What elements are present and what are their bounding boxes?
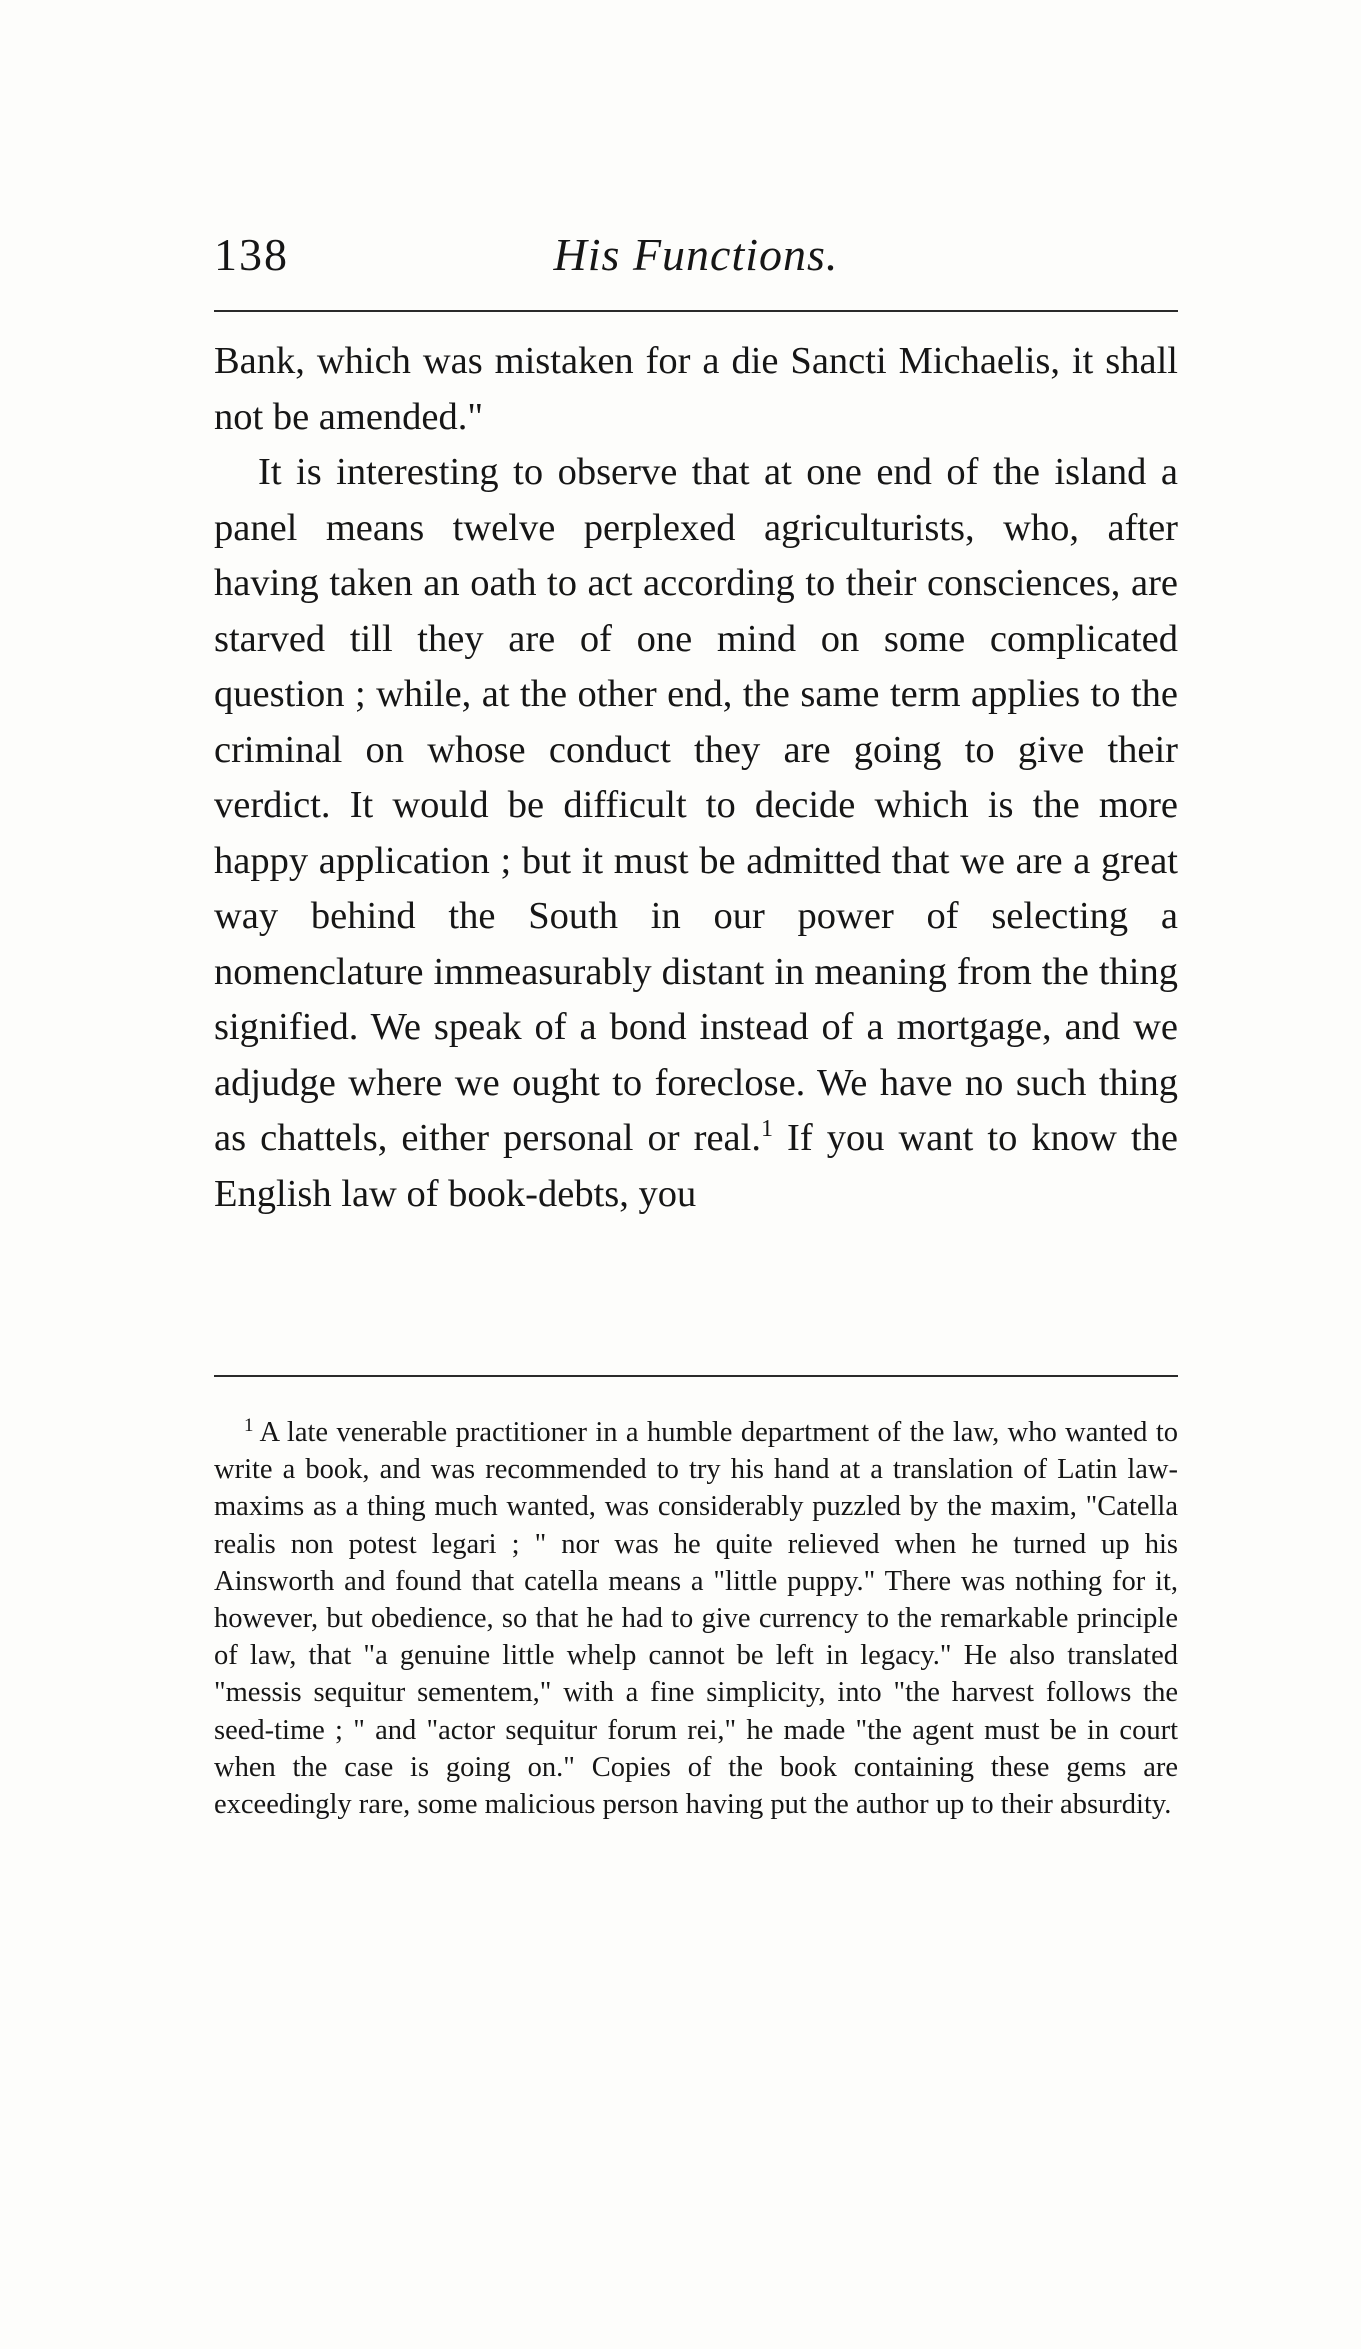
paragraph-text: It is interesting to observe that at one end of the island a panel means twelve perplexed agriculturists, who, after having taken an oath to act according to their consciences, are starved till they are of one mind on some complicated question ; while, at the other end, the same term applies to the criminal on whose conduct they are going to give their verdict. It would be difficult to decide which is the more happy application ; but it must be admitted that we are a great way behind the South in our power of selecting a nomenclature immeasurably distant in meaning from the thing signified. We speak of a bond instead of a mortgage, and we adjudge where we ought to foreclose. We have no such thing as chattels, either personal or real.: [214, 451, 1178, 1159]
footnote-reference: 1: [760, 1116, 773, 1142]
page-number: 138: [214, 229, 289, 280]
header-rule: [214, 310, 1178, 312]
page-header: [214, 228, 1178, 308]
paragraph-continuation: Bank, which was mistaken for a die Sancti Michaelis, it shall not be amended.": [214, 340, 1178, 438]
footnote-text: A late venerable practitioner in a humble department of the law, who wanted to write a book, and was recommended to try his hand at a translation of Latin law-maxims as a thing much wanted, was considerably puzzled by the maxim, "Catella realis non potest legari ; " nor was he quite relieved when he turned up his Ainsworth and found that catella means a "little puppy." There was nothing for it, however, but obedience, so that he had to give currency to the remarkable principle of law, that "a genuine little whelp cannot be left in legacy." He also translated "messis sequitur sementem," with a fine simplicity, into "the harvest follows the seed-time ; " and "actor sequitur forum rei," he made "the agent must be in court when the case is going on." Copies of the book containing these gems are exceedingly rare, some malicious person having put the author up to their absurdity.: [214, 1417, 1178, 1821]
footnote-rule: [214, 1375, 1178, 1377]
paragraph-text-tail: If you want to know the English law of book-debts, you: [214, 1117, 1178, 1215]
paragraph-panel: [214, 445, 1178, 1222]
footnote: [214, 1414, 1178, 1823]
running-title: His Functions.: [553, 229, 839, 280]
main-text: [214, 334, 1178, 1222]
footnote-marker: 1: [244, 1415, 254, 1436]
